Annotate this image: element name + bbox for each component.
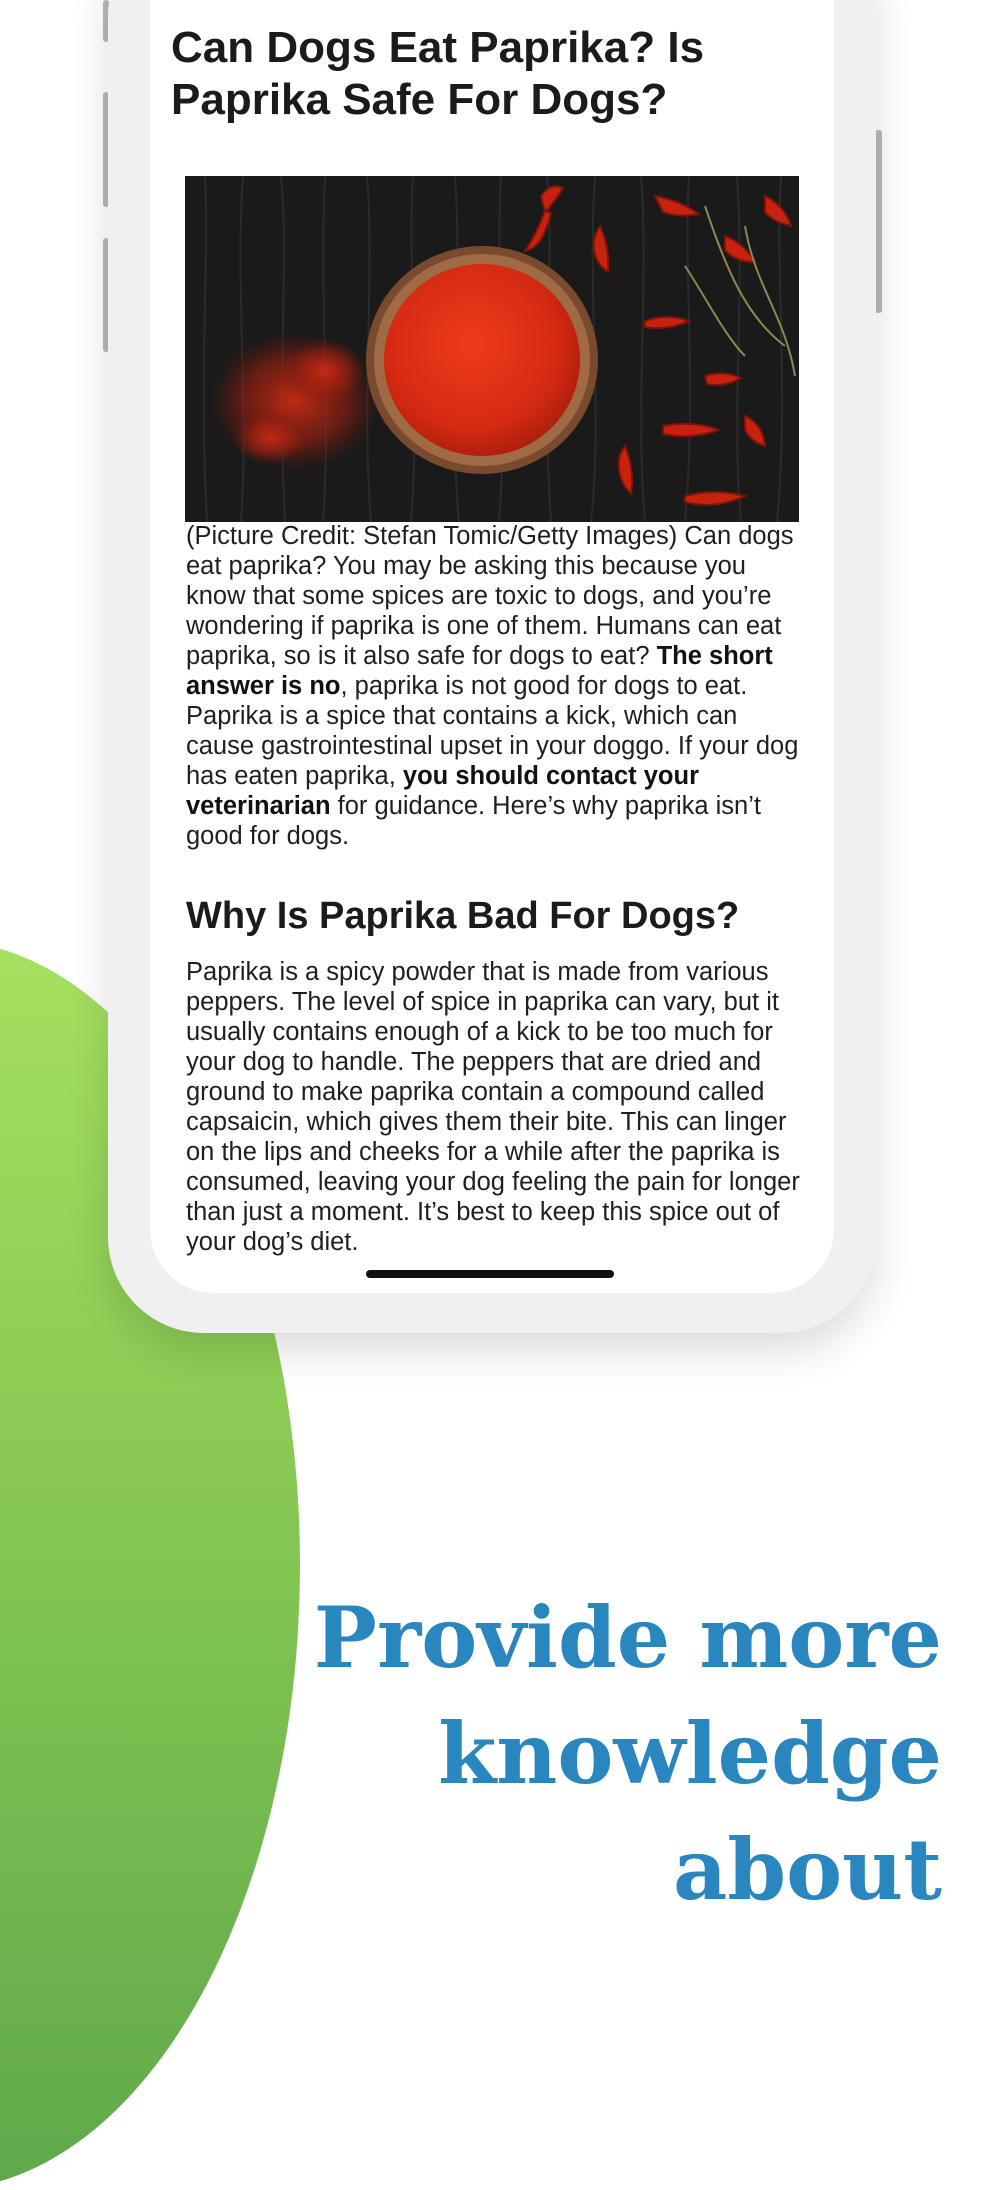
intro-bold-short-answer: The short answer is no	[186, 642, 773, 700]
article-body-paragraph: Paprika is a spicy powder that is made from various peppers. The level of spice in paprika can vary, but it usually contains enough of a kick to be too much for your dog to handle. The peppers that are dried and ground to make paprika contain a compound called capsaicin, which gives them their bite. This can linger on the lips and cheeks for a while after the paprika is consumed, leaving your dog feeling the pain for longer than just a moment. It’s best to keep this spice out of your dog’s diet.	[186, 958, 800, 1256]
home-indicator[interactable]	[366, 1270, 614, 1278]
article-intro-paragraph	[186, 521, 800, 851]
intro-text-part-1: (Picture Credit: Stefan Tomic/Getty Images) Can dogs eat paprika? You may be asking this because you know that some spices are toxic to dogs, and you’re wondering if paprika is one of them. Humans can eat paprika, so is it also safe for dogs to eat?	[186, 522, 794, 670]
intro-text-part-2: , paprika is not good for dogs to eat. Paprika is a spice that contains a kick, which can cause gastrointestinal upset in your doggo. If your dog has eaten paprika,	[186, 672, 799, 790]
article-title: Can Dogs Eat Paprika? Is Paprika Safe For Dogs?	[171, 23, 705, 124]
section-heading: Why Is Paprika Bad For Dogs?	[186, 895, 740, 937]
intro-text-part-3: for guidance. Here’s why paprika isn’t good for dogs.	[186, 792, 761, 850]
article-hero-image	[185, 176, 799, 522]
paprika-bowl-illustration	[185, 176, 799, 522]
intro-bold-contact-vet: you should contact your veterinarian	[186, 762, 700, 820]
phone-power-button	[875, 130, 882, 313]
promo-headline: Provide more knowledge about	[313, 1588, 942, 1919]
